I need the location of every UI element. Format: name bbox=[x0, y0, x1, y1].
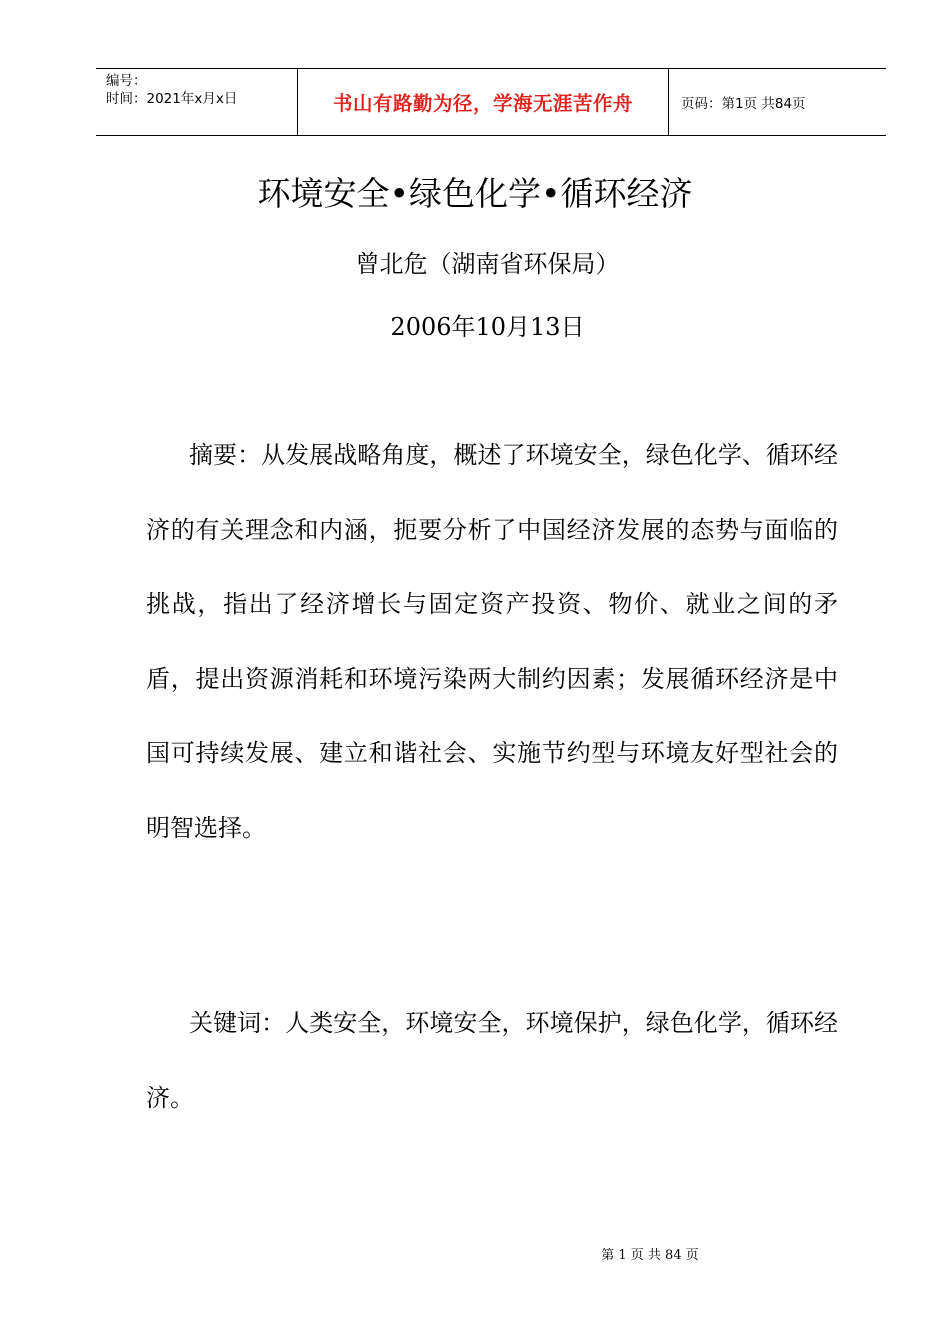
document-author: 曾北危（湖南省环保局） bbox=[355, 250, 620, 278]
header-meta bbox=[96, 69, 297, 135]
time-label: 时间：2021年x月x日 bbox=[106, 91, 238, 107]
header-motto: 书山有路勤为径，学海无涯苦作舟 bbox=[297, 69, 669, 135]
page-footer: 第 1 页 共 84 页 bbox=[601, 1248, 699, 1263]
abstract-paragraph: 摘要：从发展战略角度，概述了环境安全，绿色化学、循环经济的有关理念和内涵，扼要分析了中国经济发展的态势与面临的挑战，指出了经济增长与固定资产投资、物价、就业之间的矛盾，提出资源消耗和环境污染两大制约因素；发展循环经济是中国可持续发展、建立和谐社会、实施节约型与环境友好型社会的明智选择。 bbox=[146, 441, 838, 842]
serial-label: 编号： bbox=[106, 73, 147, 89]
document-title: 环境安全•绿色化学•循环经济 bbox=[257, 174, 693, 213]
keywords-paragraph: 关键词：人类安全，环境安全，环境保护，绿色化学，循环经济。 bbox=[146, 1009, 838, 1112]
document-date: 2006年10月13日 bbox=[390, 313, 585, 341]
header-page-info: 页码：第1页 共84页 bbox=[681, 96, 806, 112]
page-header bbox=[96, 68, 886, 136]
